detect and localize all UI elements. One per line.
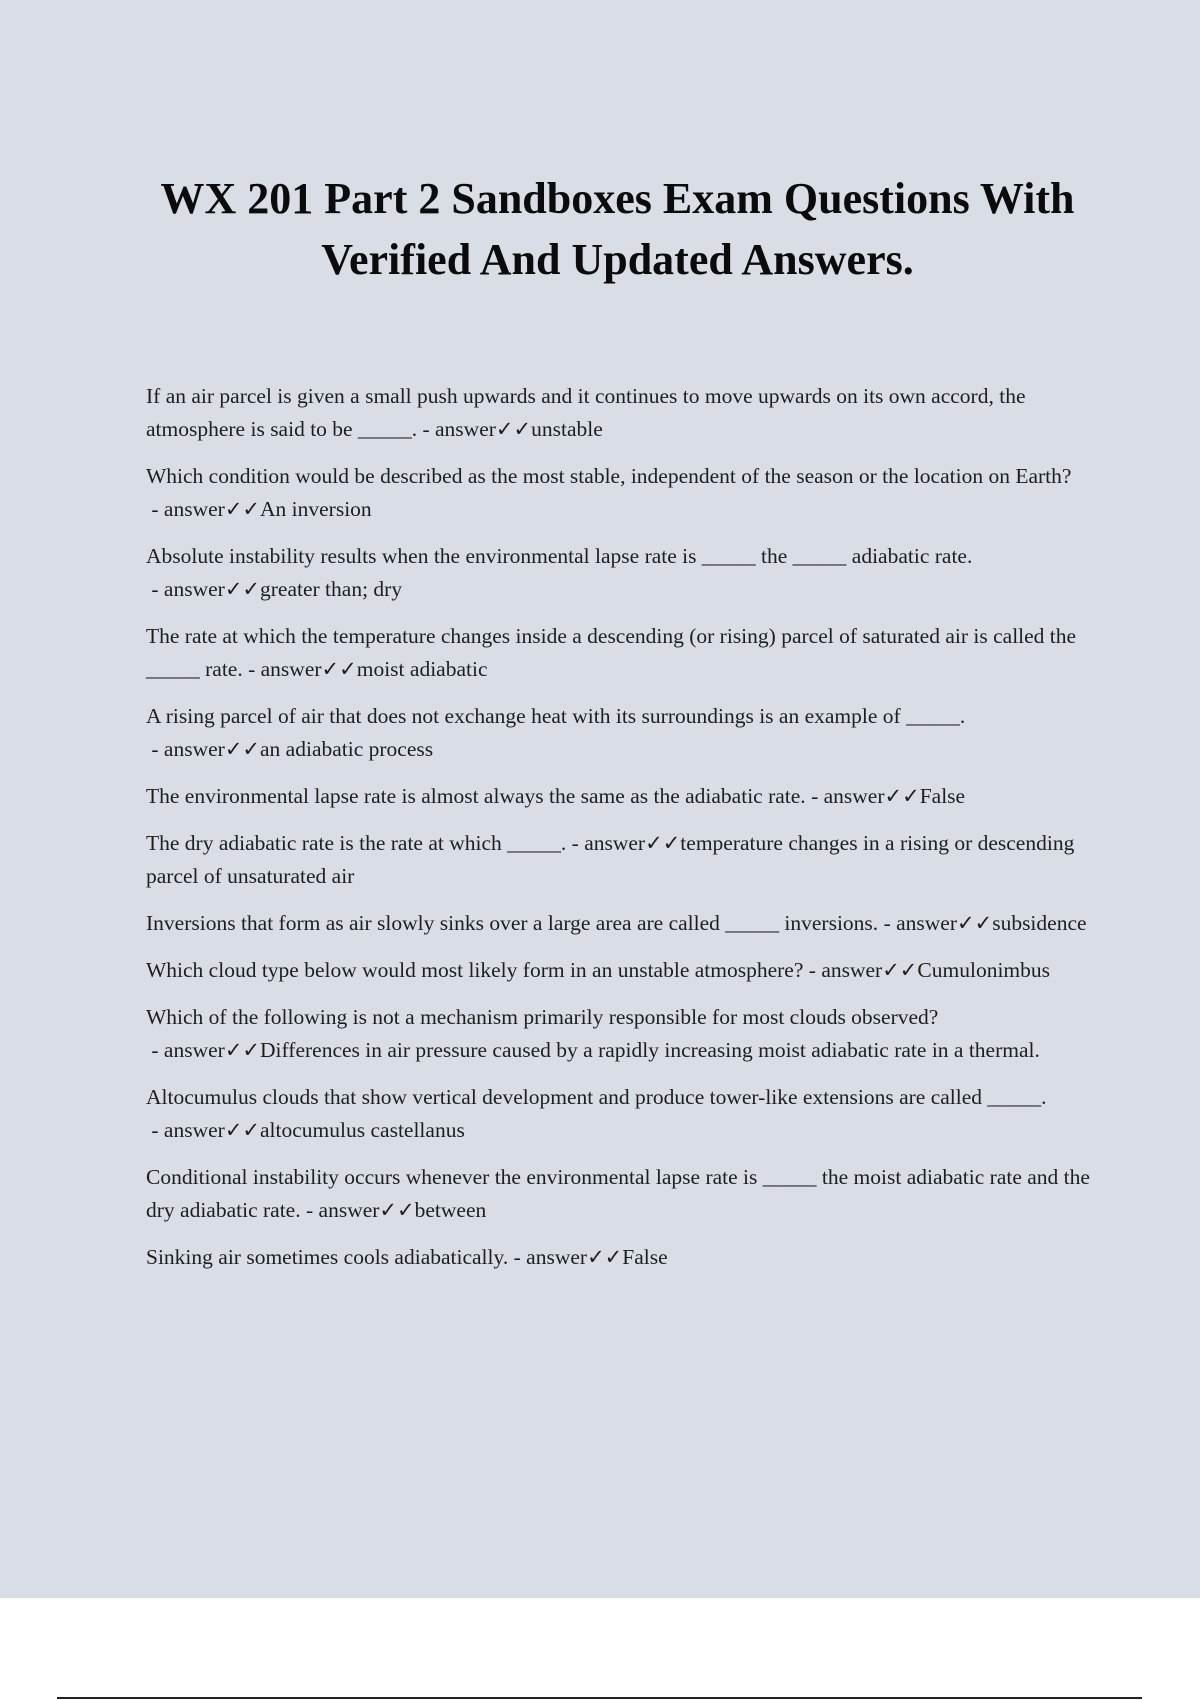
question-text: A rising parcel of air that does not exchange heat with its surroundings is an example of _____. (146, 704, 966, 728)
qa-item (146, 954, 1096, 987)
footer-divider (57, 1697, 1142, 1699)
qa-item (146, 700, 1096, 766)
answer-text: False (919, 784, 966, 808)
separator: - (300, 1198, 319, 1222)
answer-text: greater than; dry (260, 577, 403, 601)
answer-text: moist adiabatic (356, 657, 488, 681)
qa-list (146, 380, 1096, 1288)
double-check-icon: ✓✓ (224, 1118, 261, 1142)
double-check-icon: ✓✓ (645, 831, 681, 855)
separator: - (146, 497, 164, 521)
question-text: The rate at which the temperature changes inside a descending (or rising) parcel of saturated air is called the _____ rate. (146, 624, 1077, 681)
question-text: If an air parcel is given a small push upwards and it continues to move upwards on its own accord, the atmosphere is said to be _____. (146, 384, 1026, 441)
qa-item (146, 907, 1096, 940)
answer-label: answer (435, 417, 496, 441)
answer-label: answer (821, 958, 883, 982)
answer-text: temperature changes in a rising or descending parcel of unsaturated air (146, 831, 1075, 888)
answer-label: answer (896, 911, 957, 935)
double-check-icon: ✓✓ (224, 577, 261, 601)
separator: - (242, 657, 261, 681)
separator: - (146, 737, 164, 761)
question-text: Altocumulus clouds that show vertical development and produce tower-like extensions are called _____. (146, 1085, 1047, 1109)
qa-item (146, 1081, 1096, 1147)
question-text: Which cloud type below would most likely form in an unstable atmosphere? (146, 958, 804, 982)
qa-item (146, 380, 1096, 446)
qa-item (146, 827, 1096, 893)
qa-item (146, 540, 1096, 606)
document-title: WX 201 Part 2 Sandboxes Exam Questions With Verified And Updated Answers. (160, 174, 1075, 284)
separator: - (146, 577, 164, 601)
question-text: Sinking air sometimes cools adiabatically. (146, 1245, 509, 1269)
answer-text: Differences in air pressure caused by a rapidly increasing moist adiabatic rate in a thermal. (260, 1038, 1040, 1062)
separator: - (805, 784, 824, 808)
question-text: The dry adiabatic rate is the rate at which _____. (146, 831, 567, 855)
double-check-icon: ✓✓ (957, 911, 993, 935)
double-check-icon: ✓✓ (379, 1198, 415, 1222)
qa-item (146, 1161, 1096, 1227)
answer-text: An inversion (260, 497, 372, 521)
answer-text: False (622, 1245, 668, 1269)
question-text: Which of the following is not a mechanism primarily responsible for most clouds observed? (146, 1005, 939, 1029)
answer-text: subsidence (992, 911, 1087, 935)
separator: - (146, 1038, 164, 1062)
qa-item (146, 1241, 1096, 1274)
question-text: Which condition would be described as the most stable, independent of the season or the location on Earth? (146, 464, 1072, 488)
answer-label: answer (163, 737, 225, 761)
answer-text: Cumulonimbus (917, 958, 1051, 982)
double-check-icon: ✓✓ (224, 1038, 261, 1062)
double-check-icon: ✓✓ (321, 657, 357, 681)
question-text: Conditional instability occurs whenever the environmental lapse rate is _____ the moist adiabatic rate and the dry adiabatic rate. (146, 1165, 1090, 1222)
double-check-icon: ✓✓ (224, 737, 261, 761)
double-check-icon: ✓✓ (882, 958, 918, 982)
answer-text: an adiabatic process (260, 737, 434, 761)
double-check-icon: ✓✓ (495, 417, 532, 441)
separator: - (878, 911, 897, 935)
separator: - (566, 831, 585, 855)
qa-item (146, 620, 1096, 686)
answer-label: answer (163, 577, 225, 601)
separator: - (803, 958, 822, 982)
question-text: Absolute instability results when the environmental lapse rate is _____ the _____ adiabatic rate. (146, 544, 973, 568)
answer-label: answer (163, 497, 225, 521)
answer-label: answer (163, 1118, 225, 1142)
qa-item (146, 780, 1096, 813)
answer-text: altocumulus castellanus (260, 1118, 465, 1142)
answer-text: unstable (531, 417, 603, 441)
question-text: Inversions that form as air slowly sinks over a large area are called _____ inversions. (146, 911, 879, 935)
separator: - (508, 1245, 527, 1269)
answer-label: answer (526, 1245, 588, 1269)
qa-item (146, 460, 1096, 526)
answer-text: between (414, 1198, 487, 1222)
answer-label: answer (584, 831, 646, 855)
double-check-icon: ✓✓ (224, 497, 261, 521)
double-check-icon: ✓✓ (587, 1245, 623, 1269)
qa-item (146, 1001, 1096, 1067)
answer-label: answer (163, 1038, 225, 1062)
separator: - (417, 417, 436, 441)
answer-label: answer (318, 1198, 380, 1222)
answer-label: answer (260, 657, 322, 681)
answer-label: answer (823, 784, 885, 808)
question-text: The environmental lapse rate is almost always the same as the adiabatic rate. (146, 784, 806, 808)
separator: - (146, 1118, 164, 1142)
double-check-icon: ✓✓ (884, 784, 920, 808)
